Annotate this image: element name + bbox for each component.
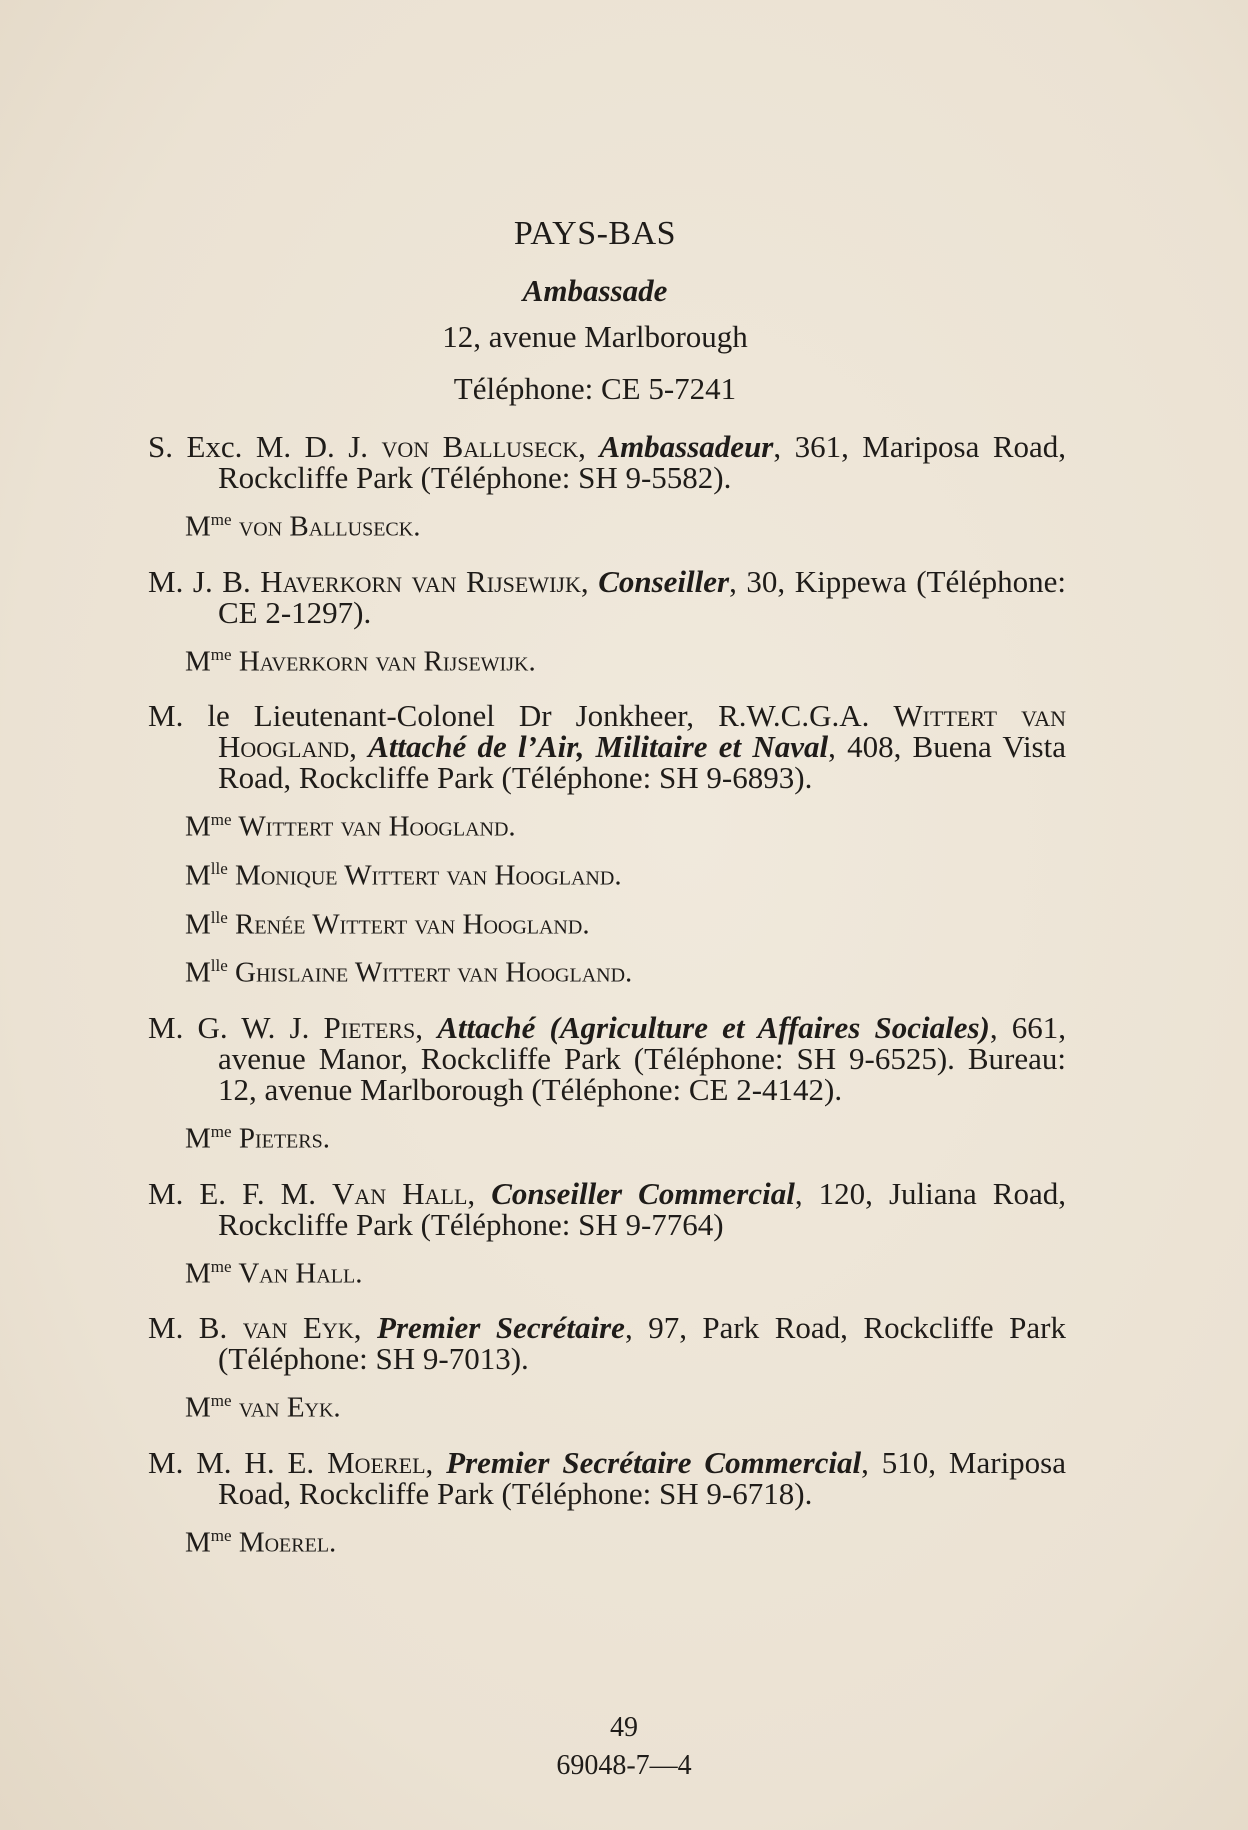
staff-entry (148, 1444, 1067, 1559)
staff-list (148, 431, 1066, 1558)
family-title-suffix: lle (210, 858, 228, 878)
family-title: M (185, 810, 211, 843)
staff-entry-text (148, 698, 1066, 796)
entry-details: , 510, Mariposa Road, Rockcliffe Park (Téléphone: SH 9-6718). (218, 1444, 1067, 1511)
family-member (185, 1117, 1066, 1154)
staff-entry-text (148, 1009, 1067, 1107)
print-code: 69048-7—4 (556, 1750, 692, 1781)
family-member (185, 1386, 1066, 1423)
family-name: van Eyk. (238, 1391, 341, 1424)
staff-entry (148, 700, 1066, 988)
family-name: Moerel. (238, 1526, 337, 1559)
entry-separator: , (425, 1444, 447, 1480)
entry-prefix: M. M. H. E. (148, 1444, 328, 1480)
section-subtitle: Ambassade (522, 273, 668, 308)
person-role: Attaché de l’Air, Militaire et Naval (368, 729, 829, 765)
person-role: Attaché (Agriculture et Affaires Sociales) (437, 1009, 990, 1045)
person-name: van Eyk (242, 1310, 354, 1346)
entry-separator: , (467, 1175, 492, 1211)
person-role: Premier Secrétaire (377, 1310, 625, 1346)
staff-entry-text (148, 1310, 1066, 1377)
entry-prefix: M. B. (148, 1310, 243, 1346)
entry-details: , 97, Park Road, Rockcliffe Park (Téléphone: SH 9-7013). (218, 1310, 1066, 1377)
entry-separator: , (578, 429, 600, 464)
staff-entry (148, 1312, 1066, 1423)
entry-prefix: M. G. W. J. (148, 1009, 324, 1045)
family-title: M (185, 1526, 211, 1559)
staff-entry-text (148, 1175, 1066, 1242)
family-member (185, 805, 1066, 842)
entry-prefix: M. le Lieutenant-Colonel Dr Jonkheer, R.W.C.G.A. (148, 698, 894, 734)
entry-details: , 361, Mariposa Road, Rockcliffe Park (Téléphone: SH 9-5582). (218, 429, 1067, 495)
person-name: Wittert van Hoogland (218, 698, 1066, 765)
entry-prefix: S. Exc. M. D. J. (148, 429, 382, 464)
family-title-suffix: me (210, 1256, 232, 1276)
staff-entry (148, 1009, 1067, 1155)
family-name: Monique Wittert van Hoogland. (235, 859, 622, 892)
entry-details: , 30, Kippewa (Téléphone: CE 2-1297). (218, 563, 1067, 630)
entry-separator: , (353, 1310, 378, 1346)
person-role: Conseiller (598, 563, 730, 599)
person-name: Haverkorn van Rijsewijk (260, 563, 581, 599)
family-title: M (185, 859, 211, 892)
person-name: Moerel (327, 1444, 426, 1480)
person-name: Van Hall (332, 1175, 468, 1211)
family-member (185, 1521, 1066, 1558)
family-title-suffix: me (210, 1525, 232, 1545)
family-title: M (185, 1122, 211, 1155)
embassy-telephone: Téléphone: CE 5-7241 (453, 371, 737, 406)
family-title: M (185, 956, 211, 989)
entry-separator: , (580, 563, 599, 599)
entry-details: , 661, avenue Manor, Rockcliffe Park (Téléphone: SH 9-6525). Bureau: 12, avenue Marlborough (Téléphone: CE 2-4142). (218, 1009, 1067, 1107)
staff-entry-text (148, 1444, 1067, 1511)
family-name: von Balluseck. (238, 510, 421, 543)
entry-details: , 120, Juliana Road, Rockcliffe Park (Téléphone: SH 9-7764) (218, 1175, 1066, 1242)
family-member (185, 505, 1066, 542)
family-member (185, 640, 1066, 677)
entry-separator: , (415, 1009, 438, 1045)
family-name: Renée Wittert van Hoogland. (235, 908, 590, 941)
family-title-suffix: me (210, 510, 232, 529)
family-name: Wittert van Hoogland. (238, 810, 516, 843)
family-member (185, 854, 1066, 891)
person-role: Conseiller Commercial (491, 1175, 795, 1211)
staff-entry (148, 431, 1066, 542)
family-title-suffix: me (210, 810, 232, 830)
family-title-suffix: me (210, 1121, 232, 1141)
family-title-suffix: me (210, 644, 232, 664)
family-member (185, 903, 1066, 940)
family-name: Haverkorn van Rijsewijk. (238, 645, 536, 678)
page-content (148, 215, 1066, 1582)
staff-entry (148, 563, 1067, 678)
country-heading: PAYS-BAS (513, 215, 677, 252)
staff-entry (148, 1175, 1066, 1290)
person-name: Pieters (323, 1009, 416, 1045)
family-member (185, 1252, 1066, 1289)
entry-separator: , (349, 729, 369, 765)
family-title: M (185, 908, 211, 941)
entry-details: , 408, Buena Vista Road, Rockcliffe Park (Téléphone: SH 9-6893). (218, 729, 1066, 796)
family-name: Ghislaine Wittert van Hoogland. (235, 956, 633, 989)
family-title: M (185, 1257, 211, 1290)
family-title-suffix: me (210, 1391, 232, 1411)
person-name: von Balluseck (381, 429, 579, 464)
family-name: Van Hall. (238, 1257, 363, 1290)
family-title-suffix: lle (210, 956, 228, 976)
person-role: Premier Secrétaire Commercial (446, 1444, 862, 1480)
embassy-address: 12, avenue Marlborough (442, 319, 748, 354)
family-title-suffix: lle (210, 907, 228, 927)
family-title: M (185, 645, 211, 678)
family-title: M (185, 510, 211, 543)
person-role: Ambassadeur (599, 429, 774, 464)
entry-prefix: M. E. F. M. (148, 1175, 333, 1211)
family-member (185, 951, 1066, 988)
entry-prefix: M. J. B. (148, 563, 261, 599)
staff-entry-text (148, 563, 1067, 630)
family-title: M (185, 1391, 211, 1424)
page-number: 49 (610, 1712, 638, 1743)
staff-entry-text (148, 431, 1066, 493)
family-name: Pieters. (238, 1122, 330, 1155)
